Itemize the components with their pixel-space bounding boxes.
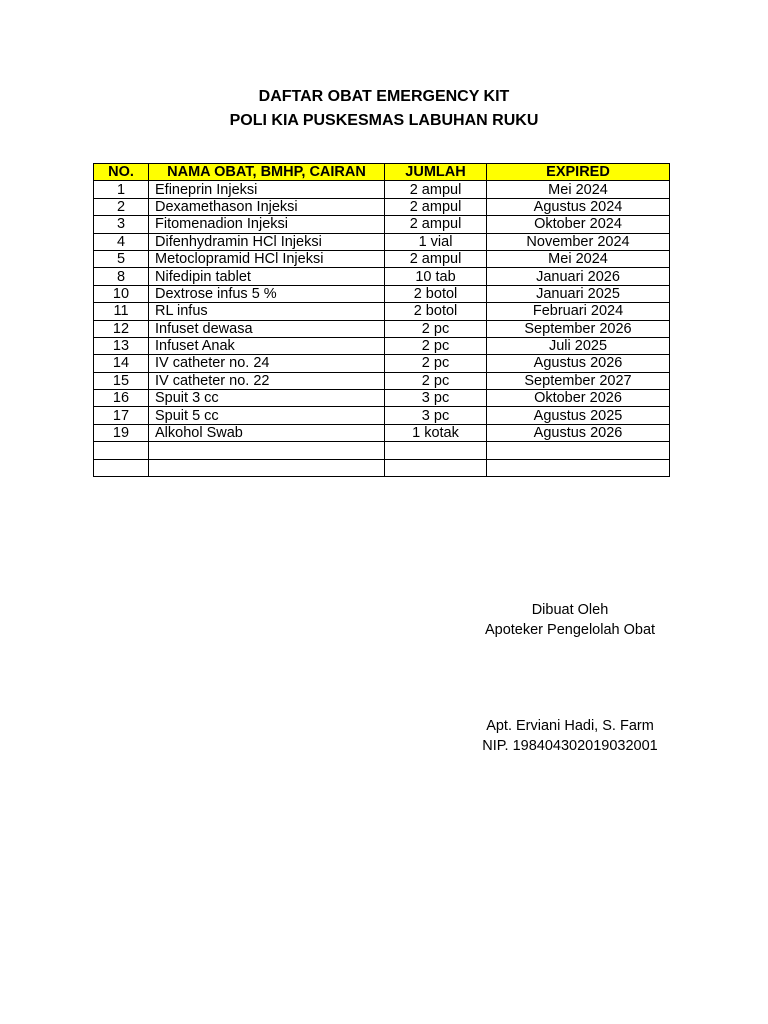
table-body xyxy=(94,181,670,477)
cell-jumlah: 10 tab xyxy=(385,268,487,285)
cell-jumlah: 2 ampul xyxy=(385,216,487,233)
cell-no: 1 xyxy=(94,181,149,198)
table-row xyxy=(94,233,670,250)
table-row xyxy=(94,250,670,267)
cell-no: 15 xyxy=(94,372,149,389)
cell-expired: Mei 2024 xyxy=(487,250,670,267)
cell-no: 5 xyxy=(94,250,149,267)
column-header-jumlah: JUMLAH xyxy=(385,164,487,181)
cell-no xyxy=(94,442,149,459)
column-header-expired: EXPIRED xyxy=(487,164,670,181)
cell-expired: November 2024 xyxy=(487,233,670,250)
cell-no: 11 xyxy=(94,303,149,320)
cell-nama: Metoclopramid HCl Injeksi xyxy=(149,250,385,267)
cell-jumlah: 2 ampul xyxy=(385,250,487,267)
table-row xyxy=(94,303,670,320)
table-row xyxy=(94,198,670,215)
cell-nama: IV catheter no. 22 xyxy=(149,372,385,389)
cell-no: 14 xyxy=(94,355,149,372)
cell-jumlah: 2 pc xyxy=(385,372,487,389)
column-header-no: NO. xyxy=(94,164,149,181)
table-header-row xyxy=(94,164,670,181)
cell-jumlah: 2 botol xyxy=(385,285,487,302)
cell-nama: Fitomenadion Injeksi xyxy=(149,216,385,233)
cell-jumlah: 1 kotak xyxy=(385,424,487,441)
cell-nama: Dextrose infus 5 % xyxy=(149,285,385,302)
cell-jumlah xyxy=(385,459,487,476)
cell-nama: Infuset Anak xyxy=(149,337,385,354)
cell-no: 13 xyxy=(94,337,149,354)
cell-no: 2 xyxy=(94,198,149,215)
cell-jumlah: 2 pc xyxy=(385,337,487,354)
cell-jumlah: 2 ampul xyxy=(385,181,487,198)
cell-jumlah: 3 pc xyxy=(385,407,487,424)
cell-jumlah: 2 ampul xyxy=(385,198,487,215)
table-row xyxy=(94,216,670,233)
table-row xyxy=(94,372,670,389)
cell-no: 19 xyxy=(94,424,149,441)
cell-expired: Februari 2024 xyxy=(487,303,670,320)
cell-nama: Dexamethason Injeksi xyxy=(149,198,385,215)
table-row xyxy=(94,285,670,302)
cell-expired xyxy=(487,459,670,476)
made-by-label: Dibuat Oleh xyxy=(531,602,609,618)
cell-nama: Nifedipin tablet xyxy=(149,268,385,285)
cell-nama: Infuset dewasa xyxy=(149,320,385,337)
cell-expired: Agustus 2026 xyxy=(487,355,670,372)
cell-nama xyxy=(149,459,385,476)
table-row xyxy=(94,355,670,372)
document-subtitle: POLI KIA PUSKESMAS LABUHAN RUKU xyxy=(229,112,539,129)
cell-expired: Agustus 2024 xyxy=(487,198,670,215)
signer-name: Apt. Erviani Hadi, S. Farm xyxy=(486,718,654,734)
cell-jumlah: 2 pc xyxy=(385,320,487,337)
cell-expired: September 2027 xyxy=(487,372,670,389)
signer-role: Apoteker Pengelolah Obat xyxy=(484,622,656,638)
table-row xyxy=(94,424,670,441)
cell-no: 4 xyxy=(94,233,149,250)
cell-expired: Agustus 2025 xyxy=(487,407,670,424)
cell-nama: IV catheter no. 24 xyxy=(149,355,385,372)
cell-no: 3 xyxy=(94,216,149,233)
column-header-nama: NAMA OBAT, BMHP, CAIRAN xyxy=(149,164,385,181)
medicine-table xyxy=(93,163,670,477)
table-row xyxy=(94,181,670,198)
cell-nama: Efineprin Injeksi xyxy=(149,181,385,198)
cell-no: 16 xyxy=(94,390,149,407)
table-row xyxy=(94,337,670,354)
cell-nama: Spuit 5 cc xyxy=(149,407,385,424)
table-row xyxy=(94,459,670,476)
cell-expired: Mei 2024 xyxy=(487,181,670,198)
cell-expired: Oktober 2024 xyxy=(487,216,670,233)
cell-expired: Juli 2025 xyxy=(487,337,670,354)
signer-nip: NIP. 198404302019032001 xyxy=(482,738,658,754)
cell-expired: September 2026 xyxy=(487,320,670,337)
table-row xyxy=(94,407,670,424)
table-row xyxy=(94,442,670,459)
cell-no: 10 xyxy=(94,285,149,302)
cell-expired: Agustus 2026 xyxy=(487,424,670,441)
cell-expired: Oktober 2026 xyxy=(487,390,670,407)
cell-jumlah: 1 vial xyxy=(385,233,487,250)
cell-nama: RL infus xyxy=(149,303,385,320)
cell-jumlah xyxy=(385,442,487,459)
cell-no xyxy=(94,459,149,476)
cell-no: 17 xyxy=(94,407,149,424)
table-row xyxy=(94,320,670,337)
cell-nama: Spuit 3 cc xyxy=(149,390,385,407)
table-row xyxy=(94,268,670,285)
cell-jumlah: 2 botol xyxy=(385,303,487,320)
cell-nama: Difenhydramin HCl Injeksi xyxy=(149,233,385,250)
table-row xyxy=(94,390,670,407)
cell-jumlah: 3 pc xyxy=(385,390,487,407)
cell-nama xyxy=(149,442,385,459)
cell-expired: Januari 2025 xyxy=(487,285,670,302)
cell-nama: Alkohol Swab xyxy=(149,424,385,441)
cell-expired xyxy=(487,442,670,459)
cell-expired: Januari 2026 xyxy=(487,268,670,285)
cell-no: 8 xyxy=(94,268,149,285)
cell-no: 12 xyxy=(94,320,149,337)
cell-jumlah: 2 pc xyxy=(385,355,487,372)
document-title: DAFTAR OBAT EMERGENCY KIT xyxy=(258,88,510,105)
